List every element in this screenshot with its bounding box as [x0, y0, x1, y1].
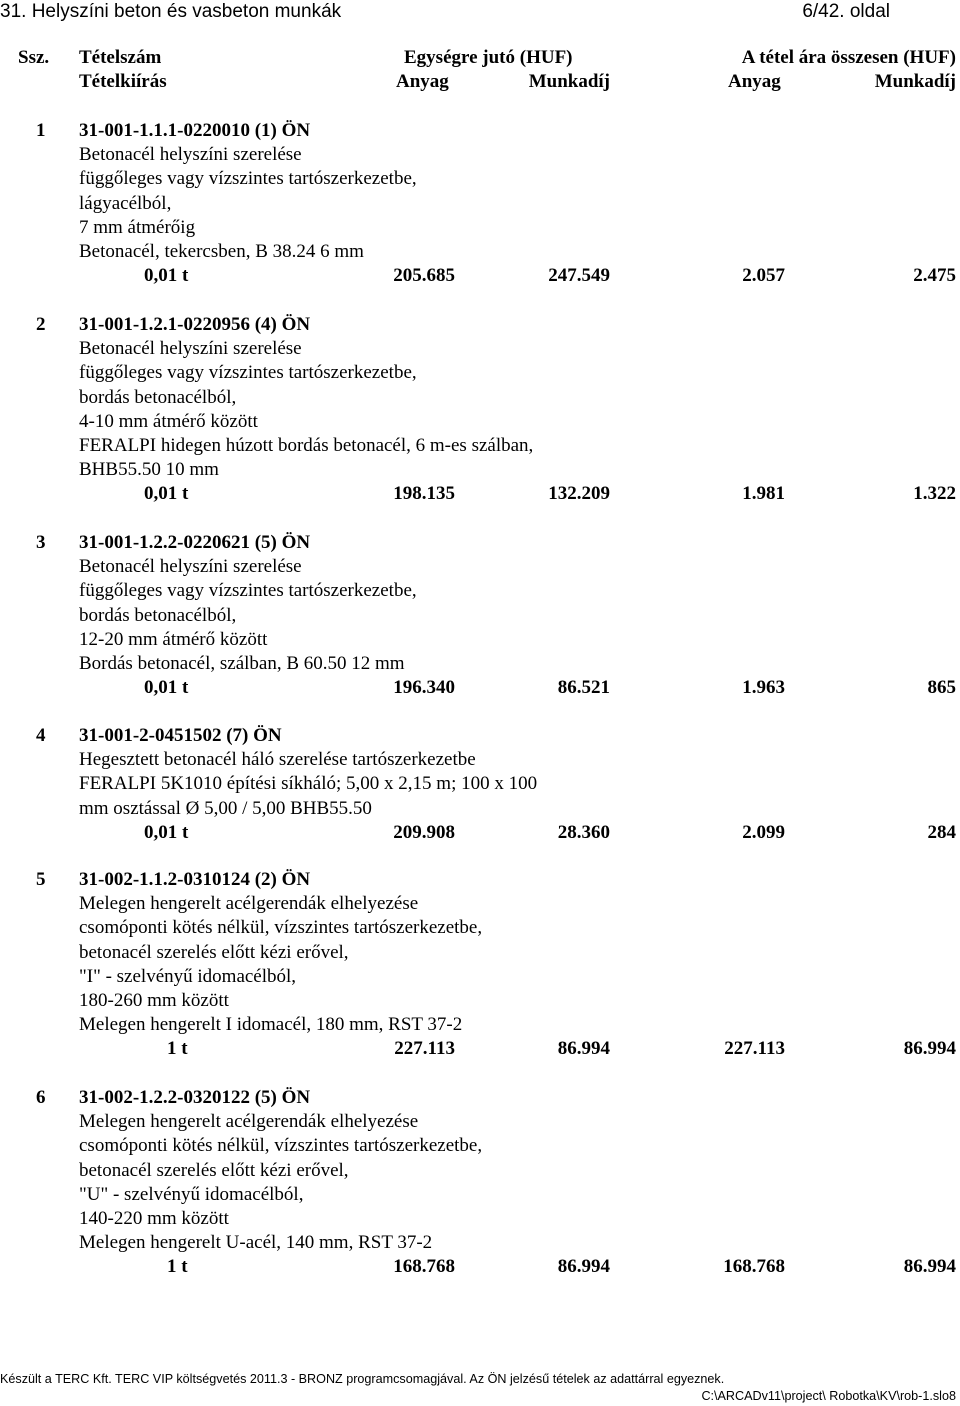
unit-munkadij: 86.994 [557, 1256, 610, 1277]
item-quantity: 0,01 t [144, 822, 189, 843]
item-number: 6 [36, 1087, 46, 1108]
desc-line: függőleges vagy vízszintes tartószerkezetbe, [79, 362, 417, 384]
col-munkadij-total: Munkadíj [874, 71, 956, 92]
col-tetelszam: Tételszám [79, 47, 162, 68]
total-munkadij: 284 [927, 822, 956, 843]
unit-munkadij: 86.994 [557, 1038, 610, 1059]
footer-filepath: C:\ARCADv11\project\ Robotka\KV\rob-1.slo8 [701, 1389, 956, 1403]
desc-line: betonacél szerelés előtt kézi erővel, [79, 1159, 349, 1181]
total-anyag: 168.768 [723, 1256, 785, 1277]
unit-munkadij: 132.209 [548, 483, 610, 504]
unit-anyag: 198.135 [393, 483, 455, 504]
desc-line: mm osztással Ø 5,00 / 5,00 BHB55.50 [79, 797, 372, 819]
desc-line: Melegen hengerelt I idomacél, 180 mm, RST 37-2 [79, 1014, 463, 1036]
item-number: 5 [36, 869, 46, 890]
unit-anyag: 196.340 [393, 677, 455, 698]
item-description [79, 1110, 482, 1256]
desc-line: lágyacélból, [79, 192, 172, 214]
col-munkadij-unit: Munkadíj [528, 71, 610, 92]
unit-anyag: 209.908 [393, 822, 455, 843]
item-number: 4 [36, 725, 46, 746]
item-quantity: 0,01 t [144, 265, 189, 286]
desc-line: Betonacél helyszíni szerelése [79, 338, 302, 359]
desc-line: Melegen hengerelt acélgerendák elhelyezése [79, 893, 419, 914]
unit-anyag: 168.768 [393, 1256, 455, 1277]
desc-line: "I" - szelvényű idomacélból, [79, 965, 297, 987]
total-munkadij: 865 [927, 677, 956, 698]
total-munkadij: 2.475 [913, 265, 956, 286]
desc-line: 180-260 mm között [79, 990, 229, 1012]
desc-line: BHB55.50 10 mm [79, 459, 219, 481]
desc-line: csomóponti kötés nélkül, vízszintes tartószerkezetbe, [79, 1135, 483, 1157]
col-anyag-total: Anyag [728, 71, 781, 92]
item-quantity: 1 t [167, 1256, 188, 1277]
desc-line: 12-20 mm átmérő között [79, 628, 268, 650]
unit-munkadij: 247.549 [548, 265, 610, 286]
desc-line: 4-10 mm átmérő között [79, 410, 258, 432]
footer-note: Készült a TERC Kft. TERC VIP költségvetés 2011.3 - BRONZ programcsomagjával. Az ÖN jelzésű tételek az adattárral egyeznek. [0, 1372, 725, 1386]
item-description [79, 748, 537, 821]
desc-line: bordás betonacélból, [79, 386, 237, 408]
item-code: 31-001-2-0451502 (7) ÖN [79, 725, 282, 746]
item-quantity: 0,01 t [144, 677, 189, 698]
desc-line: Betonacél helyszíni szerelése [79, 144, 302, 165]
total-munkadij: 86.994 [903, 1038, 956, 1059]
total-anyag: 2.057 [742, 265, 785, 286]
desc-line: Bordás betonacél, szálban, B 60.50 12 mm [79, 653, 405, 675]
desc-line: Melegen hengerelt U-acél, 140 mm, RST 37-2 [79, 1232, 433, 1254]
desc-line: Betonacél, tekercsben, B 38.24 6 mm [79, 241, 364, 263]
col-egysegre: Egységre jutó (HUF) [404, 47, 573, 68]
total-anyag: 2.099 [742, 822, 785, 843]
unit-anyag: 205.685 [393, 265, 455, 286]
item-quantity: 1 t [167, 1038, 188, 1059]
desc-line: függőleges vagy vízszintes tartószerkezetbe, [79, 580, 417, 602]
total-anyag: 1.963 [742, 677, 785, 698]
item-description [79, 892, 482, 1038]
item-number: 2 [36, 314, 46, 335]
desc-line: függőleges vagy vízszintes tartószerkezetbe, [79, 168, 417, 190]
unit-anyag: 227.113 [394, 1038, 455, 1059]
desc-line: Hegesztett betonacél háló szerelése tartószerkezetbe [79, 749, 476, 770]
desc-line: betonacél szerelés előtt kézi erővel, [79, 941, 349, 963]
desc-line: Betonacél helyszíni szerelése [79, 556, 302, 577]
item-code: 31-001-1.2.2-0220621 (5) ÖN [79, 532, 311, 553]
desc-line: bordás betonacélból, [79, 604, 237, 626]
desc-line: 7 mm átmérőig [79, 216, 196, 238]
item-number: 3 [36, 532, 46, 553]
desc-line: "U" - szelvényű idomacélból, [79, 1183, 304, 1205]
unit-munkadij: 28.360 [557, 822, 610, 843]
col-tetelkiiras: Tételkiírás [79, 71, 167, 92]
desc-line: Melegen hengerelt acélgerendák elhelyezése [79, 1111, 419, 1132]
total-anyag: 227.113 [724, 1038, 785, 1059]
desc-line: FERALPI 5K1010 építési síkháló; 5,00 x 2,15 m; 100 x 100 [79, 773, 538, 795]
item-quantity: 0,01 t [144, 483, 189, 504]
col-anyag-unit: Anyag [396, 71, 449, 92]
unit-munkadij: 86.521 [557, 677, 610, 698]
total-anyag: 1.981 [742, 483, 785, 504]
item-description [79, 143, 417, 264]
col-osszesen: A tétel ára összesen (HUF) [741, 47, 956, 68]
total-munkadij: 1.322 [913, 483, 956, 504]
total-munkadij: 86.994 [903, 1256, 956, 1277]
item-code: 31-001-1.2.1-0220956 (4) ÖN [79, 314, 311, 335]
item-code: 31-002-1.1.2-0310124 (2) ÖN [79, 869, 311, 890]
section-title: 31. Helyszíni beton és vasbeton munkák [0, 1, 342, 22]
desc-line: 140-220 mm között [79, 1208, 229, 1230]
page-number: 6/42. oldal [802, 1, 890, 22]
desc-line: csomóponti kötés nélkül, vízszintes tartószerkezetbe, [79, 917, 483, 939]
item-description [79, 555, 417, 676]
item-code: 31-001-1.1.1-0220010 (1) ÖN [79, 120, 311, 141]
item-number: 1 [36, 120, 46, 141]
col-ssz: Ssz. [18, 47, 50, 68]
item-code: 31-002-1.2.2-0320122 (5) ÖN [79, 1087, 311, 1108]
item-description [79, 337, 533, 483]
desc-line: FERALPI hidegen húzott bordás betonacél, 6 m-es szálban, [79, 435, 534, 457]
